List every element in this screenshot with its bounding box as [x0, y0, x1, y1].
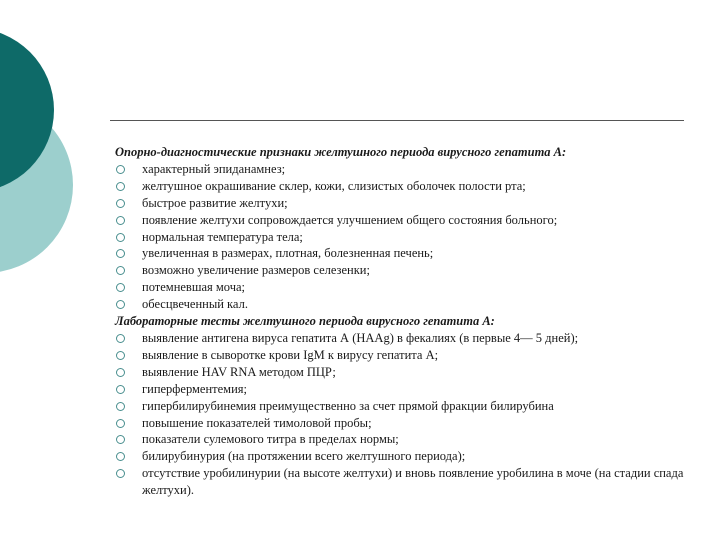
list-item: обесцвеченный кал. — [115, 296, 695, 313]
list-item: отсутствие уробилинурии (на высоте желтухи) и вновь появление уробилина в моче (на стадии спада желтухи). — [115, 465, 695, 499]
circle-bullet-icon — [116, 402, 125, 411]
circle-bullet-icon — [116, 182, 125, 191]
circle-bullet-icon — [116, 249, 125, 258]
circle-bullet-icon — [116, 283, 125, 292]
lab-tests-list — [115, 330, 695, 499]
circle-bullet-icon — [116, 216, 125, 225]
circle-bullet-icon — [116, 334, 125, 343]
circle-bullet-icon — [116, 300, 125, 309]
list-item: билирубинурия (на протяжении всего желтушного периода); — [115, 448, 695, 465]
list-item: повышение показателей тимоловой пробы; — [115, 415, 695, 432]
circle-bullet-icon — [116, 233, 125, 242]
list-item: увеличенная в размерах, плотная, болезненная печень; — [115, 245, 695, 262]
slide-body — [115, 144, 695, 499]
list-item: появление желтухи сопровождается улучшением общего состояния больного; — [115, 212, 695, 229]
circle-bullet-icon — [116, 452, 125, 461]
list-item: нормальная температура тела; — [115, 229, 695, 246]
list-item: возможно увеличение размеров селезенки; — [115, 262, 695, 279]
circle-bullet-icon — [116, 419, 125, 428]
circle-bullet-icon — [116, 266, 125, 275]
list-item: гиперферментемия; — [115, 381, 695, 398]
list-item: быстрое развитие желтухи; — [115, 195, 695, 212]
list-item: потемневшая моча; — [115, 279, 695, 296]
circle-bullet-icon — [116, 165, 125, 174]
section-heading-symptoms: Опорно-диагностические признаки желтушного периода вирусного гепатита А: — [115, 145, 567, 159]
circle-bullet-icon — [116, 435, 125, 444]
list-item: выявление HAV RNA методом ПЦР; — [115, 364, 695, 381]
list-item: выявление в сыворотке крови IgM к вирусу гепатита А; — [115, 347, 695, 364]
circle-bullet-icon — [116, 351, 125, 360]
header-divider — [110, 120, 684, 121]
symptoms-list — [115, 161, 695, 313]
section-heading-lab-tests: Лабораторные тесты желтушного периода вирусного гепатита А: — [115, 314, 495, 329]
list-item: показатели сулемового титра в пределах нормы; — [115, 431, 695, 448]
circle-bullet-icon — [116, 469, 125, 478]
circle-bullet-icon — [116, 385, 125, 394]
circle-bullet-icon — [116, 368, 125, 377]
list-item: выявление антигена вируса гепатита А (HAAg) в фекалиях (в первые 4— 5 дней); — [115, 330, 695, 347]
list-item: характерный эпиданамнез; — [115, 161, 695, 178]
list-item: гипербилирубинемия преимущественно за счет прямой фракции билирубина — [115, 398, 695, 415]
circle-bullet-icon — [116, 199, 125, 208]
decorative-circles — [0, 0, 100, 300]
list-item: желтушное окрашивание склер, кожи, слизистых оболочек полости рта; — [115, 178, 695, 195]
